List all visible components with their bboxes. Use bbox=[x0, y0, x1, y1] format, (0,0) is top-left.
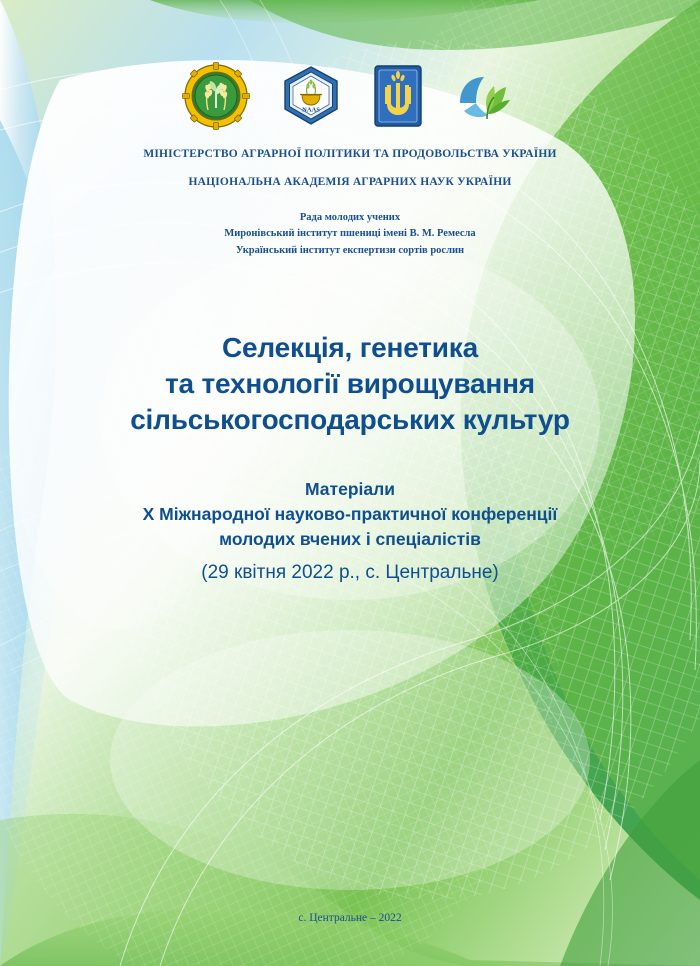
institute-line: Миронівський інститут пшениці імені В. М. Ремесла bbox=[224, 228, 476, 240]
trident-emblem-icon bbox=[372, 63, 424, 129]
naas-emblem-icon bbox=[280, 65, 342, 127]
title-line-1: Селекція, генетика bbox=[222, 332, 478, 363]
organisation-sublines bbox=[0, 210, 700, 259]
materials-line-2: X Міжнародної науково-практичної конференції bbox=[142, 503, 558, 524]
materials-line-1: Матеріали bbox=[305, 479, 395, 499]
expertise-line: Український інститут експертизи сортів рослин bbox=[235, 244, 465, 256]
title-line-3: сільськогосподарських культур bbox=[130, 403, 570, 435]
ministry-emblem-icon bbox=[182, 62, 250, 130]
conference-date: (29 квітня 2022 р., с. Центральне) bbox=[201, 562, 499, 583]
title-line-2: та технології вирощування bbox=[165, 367, 535, 399]
academy-line: НАЦІОНАЛЬНА АКАДЕМІЯ АГРАРНИХ НАУК УКРАЇНИ bbox=[188, 176, 512, 188]
page-title bbox=[0, 330, 700, 437]
council-line: Рада молодих учених bbox=[299, 212, 401, 223]
materials-line-3: молодих вчених і спеціалістів bbox=[219, 528, 481, 549]
footer-imprint: с. Центральне – 2022 bbox=[298, 912, 402, 924]
organisation-block bbox=[0, 148, 700, 259]
materials-block bbox=[0, 477, 700, 552]
plant-emblem-icon bbox=[454, 67, 518, 125]
ministry-line: МІНІСТЕРСТВО АГРАРНОЇ ПОЛІТИКИ ТА ПРОДОВОЛЬСТВА УКРАЇНИ bbox=[143, 148, 557, 160]
logo-row bbox=[0, 62, 700, 130]
svg-text:NAAS: NAAS bbox=[302, 106, 320, 114]
